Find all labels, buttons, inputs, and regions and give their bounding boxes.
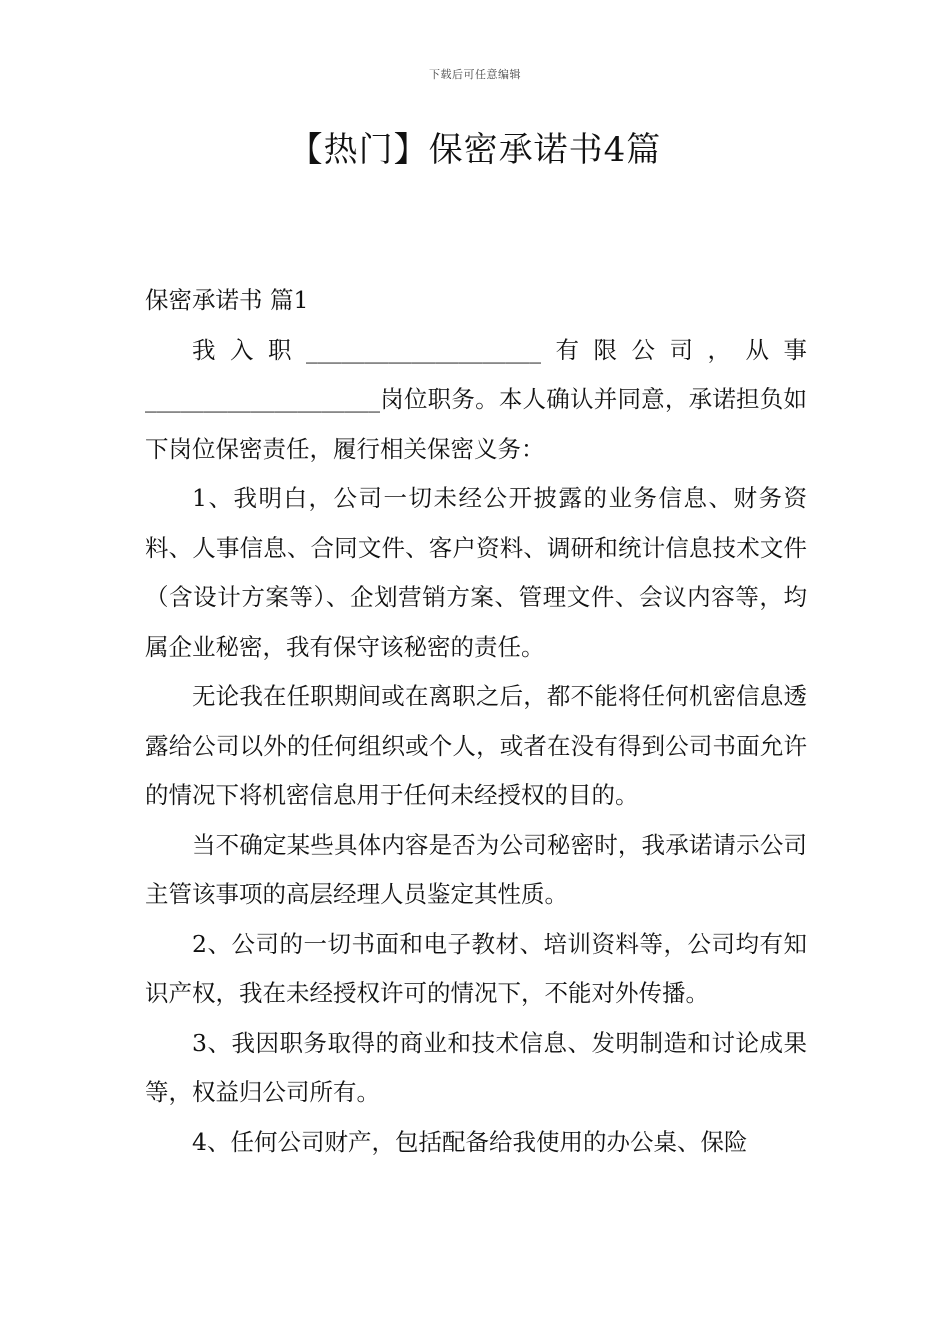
paragraph-uncertain-content: 当不确定某些具体内容是否为公司秘密时，我承诺请示公司主管该事项的高层经理人员鉴定其性质。 [145,830,807,908]
section-heading: 保密承诺书 篇1 [145,286,309,314]
paragraph-clause-2: 2、公司的一切书面和电子教材、培训资料等，公司均有知识产权，我在未经授权许可的情况下，不能对外传播。 [145,929,807,1007]
document-body [145,276,807,1167]
paragraph-clause-1: 1、我明白，公司一切未经公开披露的业务信息、财务资料、人事信息、合同文件、客户资料、调研和统计信息技术文件（含设计方案等）、企划营销方案、管理文件、会议内容等，均属企业秘密，我有保守该秘密的责任。 [145,484,807,661]
paragraph-confidentiality: 无论我在任职期间或在离职之后，都不能将任何机密信息透露给公司以外的任何组织或个人，或者在没有得到公司书面允许的情况下将机密信息用于任何未经授权的目的。 [145,682,807,809]
paragraph-clause-4: 4、任何公司财产，包括配备给我使用的办公桌、保险 [192,1127,748,1156]
document-title: 【热门】保密承诺书4篇 [288,130,662,170]
paragraph-clause-3: 3、我因职务取得的商业和技术信息、发明制造和讨论成果等，权益归公司所有。 [145,1028,807,1106]
paragraph-intro: 我入职____________________有限公司，从事____________________岗位职务。本人确认并同意，承诺担负如下岗位保密责任，履行相关保密义务： [145,335,807,463]
header-note: 下载后可任意编辑 [429,68,521,81]
